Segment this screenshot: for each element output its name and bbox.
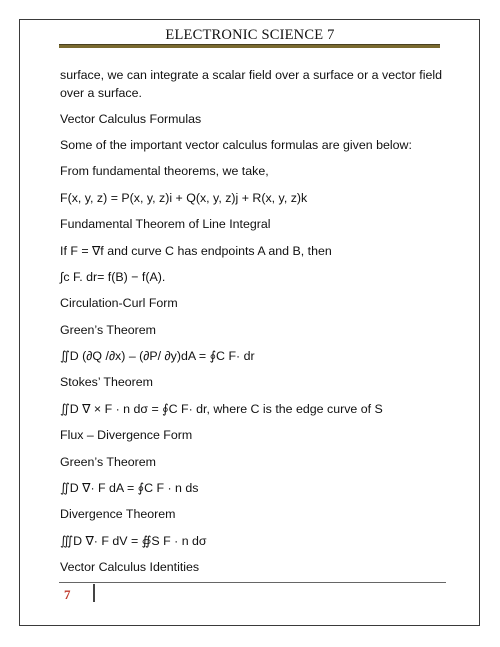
running-header: ELECTRONIC SCIENCE 7 xyxy=(165,27,335,43)
paragraph-fundamental: From fundamental theorems, we take, xyxy=(60,164,269,178)
page-number-divider xyxy=(93,584,95,602)
heading-greens-theorem-1: Green’s Theorem xyxy=(60,323,156,337)
heading-stokes-theorem: Stokes’ Theorem xyxy=(60,375,153,389)
paragraph-gradient-condition: If F = ∇f and curve C has endpoints A and B, then xyxy=(60,244,332,258)
heading-greens-theorem-2: Green’s Theorem xyxy=(60,455,156,469)
heading-vector-calculus-formulas: Vector Calculus Formulas xyxy=(60,112,202,126)
paragraph-intro: surface, we can integrate a scalar field over a surface or a vector field over a surface. xyxy=(60,68,442,100)
formula-greens-flux: ∬D ∇· F dA = ∮C F · n ds xyxy=(60,481,199,495)
header-rule xyxy=(59,44,440,48)
formula-vector-field: F(x, y, z) = P(x, y, z)i + Q(x, y, z)j + R(x, y, z)k xyxy=(60,191,308,205)
heading-vector-identities: Vector Calculus Identities xyxy=(60,560,200,574)
heading-circulation-curl: Circulation-Curl Form xyxy=(60,296,178,310)
page-number: 7 xyxy=(64,587,71,602)
paragraph-formulas-intro: Some of the important vector calculus formulas are given below: xyxy=(60,138,412,152)
heading-divergence-theorem: Divergence Theorem xyxy=(60,507,176,521)
heading-flux-divergence: Flux – Divergence Form xyxy=(60,428,193,442)
formula-divergence: ∭D ∇· F dV = ∯S F · n dσ xyxy=(60,534,207,548)
footer-rule xyxy=(59,582,446,583)
formula-line-integral: ∫c F. dr= f(B) − f(A). xyxy=(60,270,166,284)
heading-line-integral: Fundamental Theorem of Line Integral xyxy=(60,217,271,231)
formula-greens-circulation: ∬D (∂Q /∂x) – (∂P/ ∂y)dA = ∮C F· dr xyxy=(60,349,255,363)
formula-stokes: ∬D ∇ × F · n dσ = ∮C F· dr, where C is the edge curve of S xyxy=(60,402,383,416)
